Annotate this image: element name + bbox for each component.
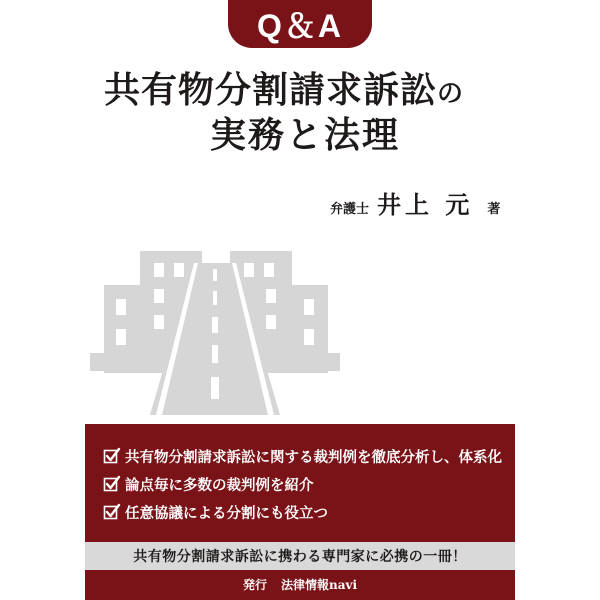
author-block <box>330 185 500 220</box>
feature-text: 共有物分割請求訴訟に関する裁判例を徹底分析し、体系化 <box>125 448 502 466</box>
publisher-line <box>85 576 515 593</box>
book-title-line2: 実務と法理 <box>210 114 401 156</box>
list-item <box>103 442 502 470</box>
tagline-band <box>85 542 515 570</box>
list-item <box>103 470 502 498</box>
check-icon <box>103 503 121 521</box>
author-name: 井上 元 <box>377 190 474 219</box>
author-suffix: 著 <box>487 202 501 217</box>
author-role: 弁護士 <box>330 202 370 217</box>
publisher-label: 発行 <box>242 578 267 592</box>
series-badge <box>228 0 372 48</box>
building-road-illustration <box>90 245 340 415</box>
list-item <box>103 498 502 526</box>
check-icon <box>103 447 121 465</box>
feature-text: 論点毎に多数の裁判例を紹介 <box>125 476 314 494</box>
book-title-particle: の <box>437 79 465 109</box>
check-icon <box>103 475 121 493</box>
tagline-text: 共有物分割請求訴訟に携わる専門家に必携の一冊！ <box>133 549 467 565</box>
feature-panel <box>85 424 515 600</box>
feature-list <box>103 442 502 526</box>
book-title-line1 <box>104 70 524 111</box>
publisher-name: 法律情報navi <box>280 578 358 592</box>
series-badge-text: Q＆A <box>256 8 343 44</box>
book-title-main: 共有物分割請求訴訟 <box>104 69 438 111</box>
feature-text: 任意協議による分割にも役立つ <box>125 504 328 522</box>
